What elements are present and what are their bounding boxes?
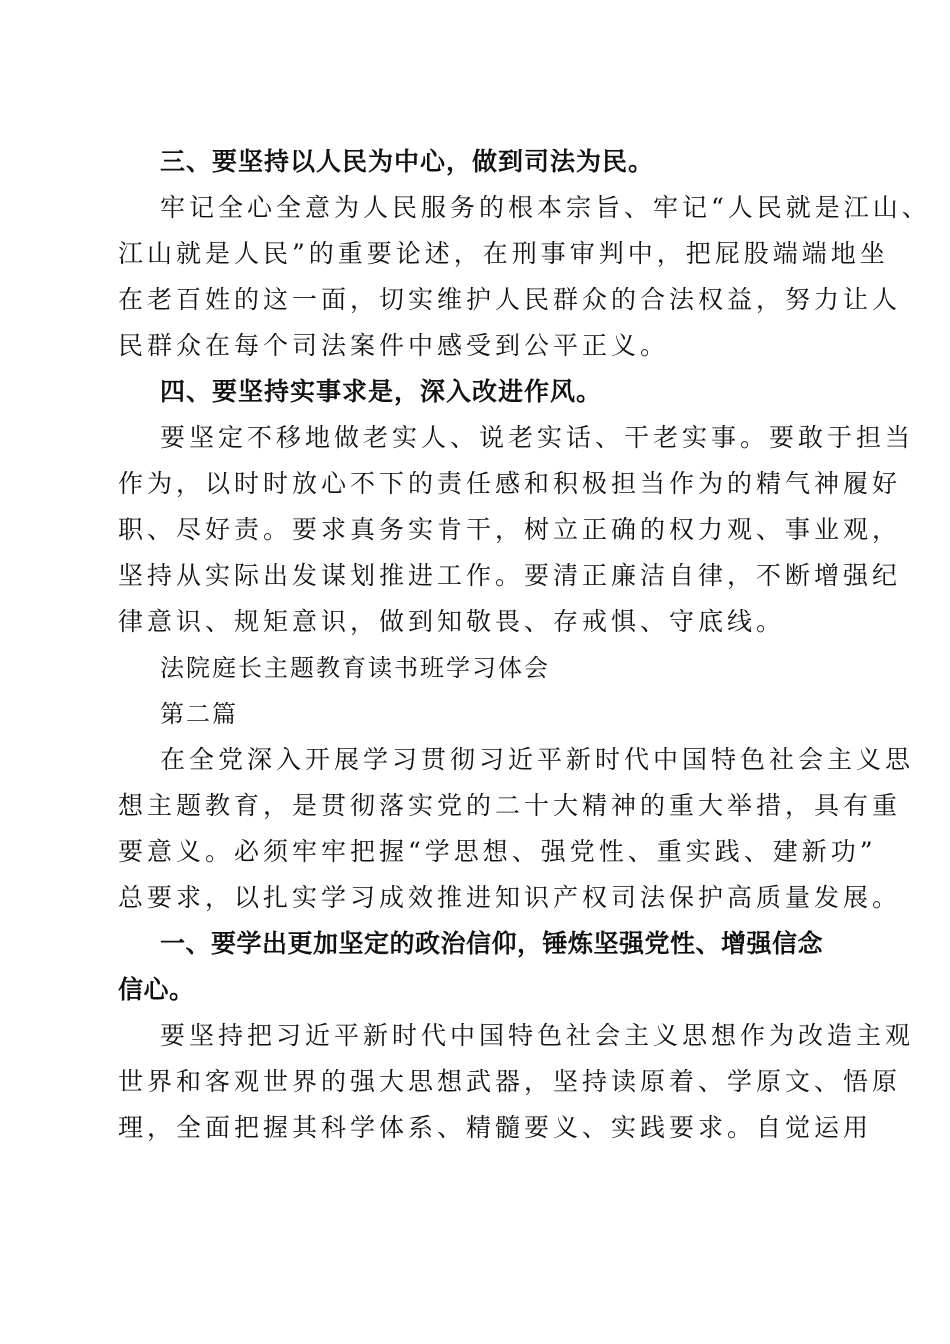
paragraph-line: 作为，以时时放心不下的责任感和积极担当作为的精气神履好: [118, 469, 902, 498]
paragraph-line: 在全党深入开展学习贯彻习近平新时代中国特色社会主义思: [160, 745, 915, 774]
paragraph-line: 牢记全心全意为人民服务的根本宗旨、牢记“人民就是江山、: [160, 193, 931, 222]
paragraph-line: 要意义。必须牢牢把握“学思想、强党性、重实践、建新功”: [118, 837, 877, 866]
paragraph-line: 民群众在每个司法案件中感受到公平正义。: [118, 331, 670, 360]
paragraph-line: 坚持从实际出发谋划推进工作。要清正廉洁自律，不断增强纪: [118, 561, 902, 590]
paragraph-line: 想主题教育，是贯彻落实党的二十大精神的重大举措，具有重: [118, 791, 902, 820]
paragraph-line: 职、尽好责。要求真务实肯干，树立正确的权力观、事业观，: [118, 515, 902, 544]
section-heading-1: 一、要学出更加坚定的政治信仰，锤炼坚强党性、增强信念: [160, 929, 824, 958]
article-title: 法院庭长主题教育读书班学习体会: [160, 654, 550, 682]
paragraph-line: 世界和客观世界的强大思想武器，坚持读原着、学原文、悟原: [118, 1067, 902, 1096]
paragraph-line: 律意识、规矩意识，做到知敬畏、存戒惧、守底线。: [118, 607, 786, 636]
section-heading-3: 三、要坚持以人民为中心，做到司法为民。: [160, 147, 655, 176]
section-heading-4: 四、要坚持实事求是，深入改进作风。: [160, 377, 603, 406]
paragraph-line: 江山就是人民”的重要论述，在刑事审判中，把屁股端端地坐: [118, 239, 889, 268]
section-heading-1-cont: 信心。: [118, 975, 195, 1004]
paragraph-line: 总要求，以扎实学习成效推进知识产权司法保护高质量发展。: [118, 883, 902, 912]
paragraph-line: 要坚持把习近平新时代中国特色社会主义思想作为改造主观: [160, 1021, 915, 1050]
paragraph-line: 在老百姓的这一面，切实维护人民群众的合法权益，努力让人: [118, 285, 902, 314]
paragraph-line: 要坚定不移地做老实人、说老实话、干老实事。要敢于担当: [160, 423, 915, 452]
paragraph-line: 理，全面把握其科学体系、精髓要义、实践要求。自觉运用: [118, 1113, 873, 1142]
article-part: 第二篇: [160, 700, 238, 728]
